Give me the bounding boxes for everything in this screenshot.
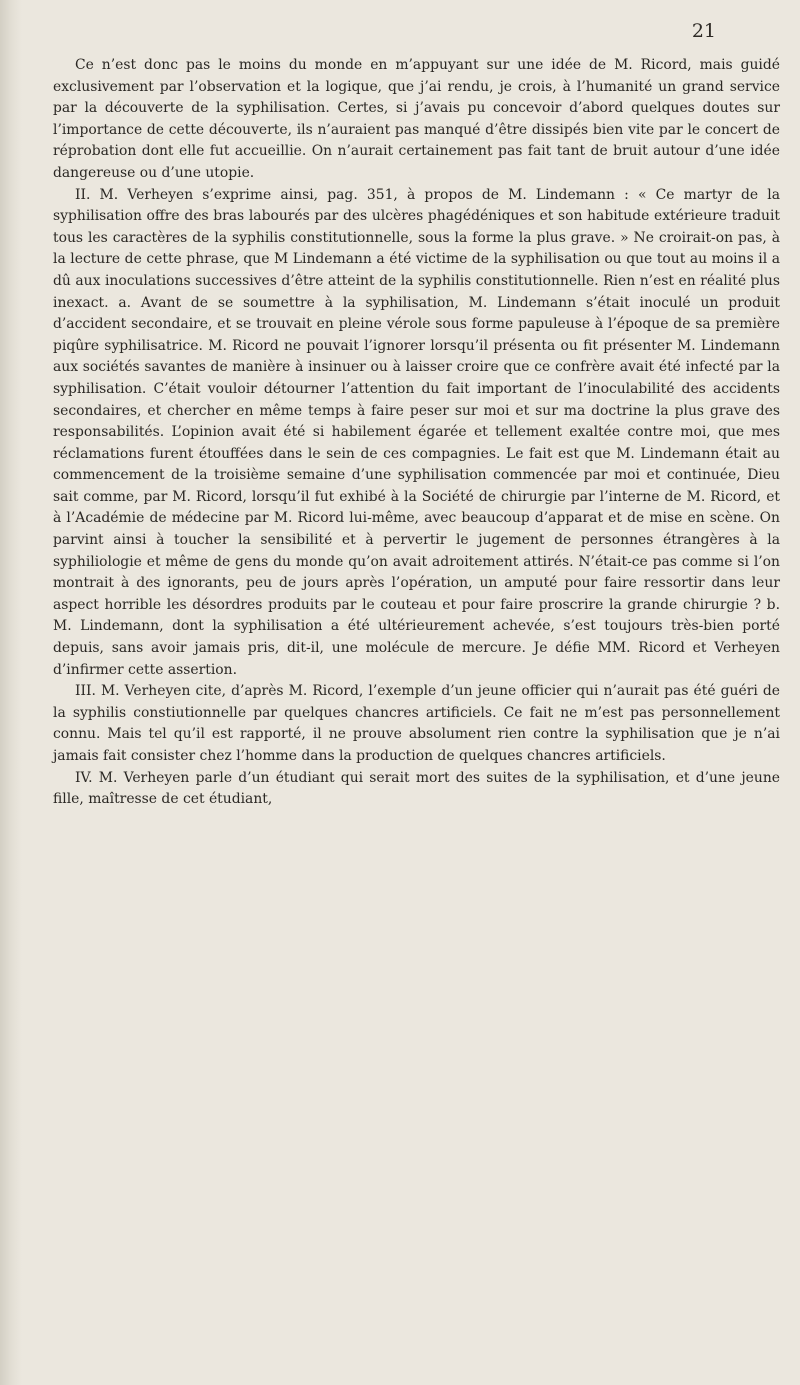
paragraph-intro: Ce n’est donc pas le moins du monde en m’appuyant sur une idée de M. Ricord, mais guidé exclusivement par l’observation et la logique, que j’ai rendu, je crois, à l’humanité un grand service par la découverte de la syphilisation. Certes, si j’avais pu concevoir d’abord quelques doutes sur l’importance de cette découverte, ils n’auraient pas manqué d’être dissipés bien vite par le concert de réprobation dont elle fut accueillie. On n’aurait certainement pas fait tant de bruit autour d’une idée dangereuse ou d’une utopie. [53, 57, 780, 181]
page-number: 21 [691, 20, 716, 42]
paragraph-section-iv: IV. M. Verheyen parle d’un étudiant qui serait mort des suites de la syphilisation, et d’une jeune fille, maîtresse de cet étudiant, [53, 769, 780, 808]
binding-shadow [0, 0, 22, 1385]
paragraph-section-iii: III. M. Verheyen cite, d’après M. Ricord, l’exemple d’un jeune officier qui n’aurait pas été guéri de la syphilis constiutionnelle par quelques chancres artificiels. Ce fait ne m’est pas personnellement connu. Mais tel qu’il est rapporté, il ne prouve absolument rien contre la syphilisation que je n’ai jamais fait consister chez l’homme dans la production de quelques chancres artificiels. [53, 683, 780, 764]
body-text [53, 55, 780, 811]
paragraph-section-ii: II. M. Verheyen s’exprime ainsi, pag. 351, à propos de M. Lindemann : « Ce martyr de la syphilisation offre des bras labourés par des ulcères phagédéniques et son habitude extérieure traduit tous les caractères de la syphilis constitutionnelle, sous la forme la plus grave. » Ne croirait-on pas, à la lecture de cette phrase, que M Lindemann a été victime de la syphilisation ou que tout au moins il a dû aux inoculations successives d’être atteint de la syphilis constitutionnelle. Rien n’est en réalité plus inexact. a. Avant de se soumettre à la syphilisation, M. Lindemann s’était inoculé un produit d’accident secondaire, et se trouvait en pleine vérole sous forme papuleuse à l’époque de sa première piqûre syphilisatrice. M. Ricord ne pouvait l’ignorer lorsqu’il présenta ou fit présenter M. Lindemann aux sociétés savantes de manière à insinuer ou à laisser croire que ce confrère avait été infecté par la syphilisation. C’était vouloir détourner l’attention du fait important de l’inoculabilité des accidents secondaires, et chercher en même temps à faire peser sur moi et sur ma doctrine la plus grave des responsabilités. L’opinion avait été si habilement égarée et tellement exaltée contre moi, que mes réclamations furent étouffées dans le sein de ces compagnies. Le fait est que M. Lindemann était au commencement de la troisième semaine d’une syphilisation commencée par moi et continuée, Dieu sait comme, par M. Ricord, lorsqu’il fut exhibé à la Société de chirurgie par l’interne de M. Ricord, et à l’Académie de médecine par M. Ricord lui-même, avec beaucoup d’apparat et de mise en scène. On parvint ainsi à toucher la sensibilité et à pervertir le jugement de personnes étrangères à la syphiliologie et même de gens du monde qu’on avait adroitement attirés. N’était-ce pas comme si l’on montrait à des ignorants, peu de jours après l’opération, un amputé pour faire ressortir dans leur aspect horrible les désordres produits par le couteau et pour faire proscrire la grande chirurgie ? b. M. Lindemann, dont la syphilisation a été ultérieurement achevée, s’est toujours très-bien porté depuis, sans avoir jamais pris, dit-il, une molécule de mercure. Je défie MM. Ricord et Verheyen d’infirmer cette assertion. [53, 186, 780, 678]
